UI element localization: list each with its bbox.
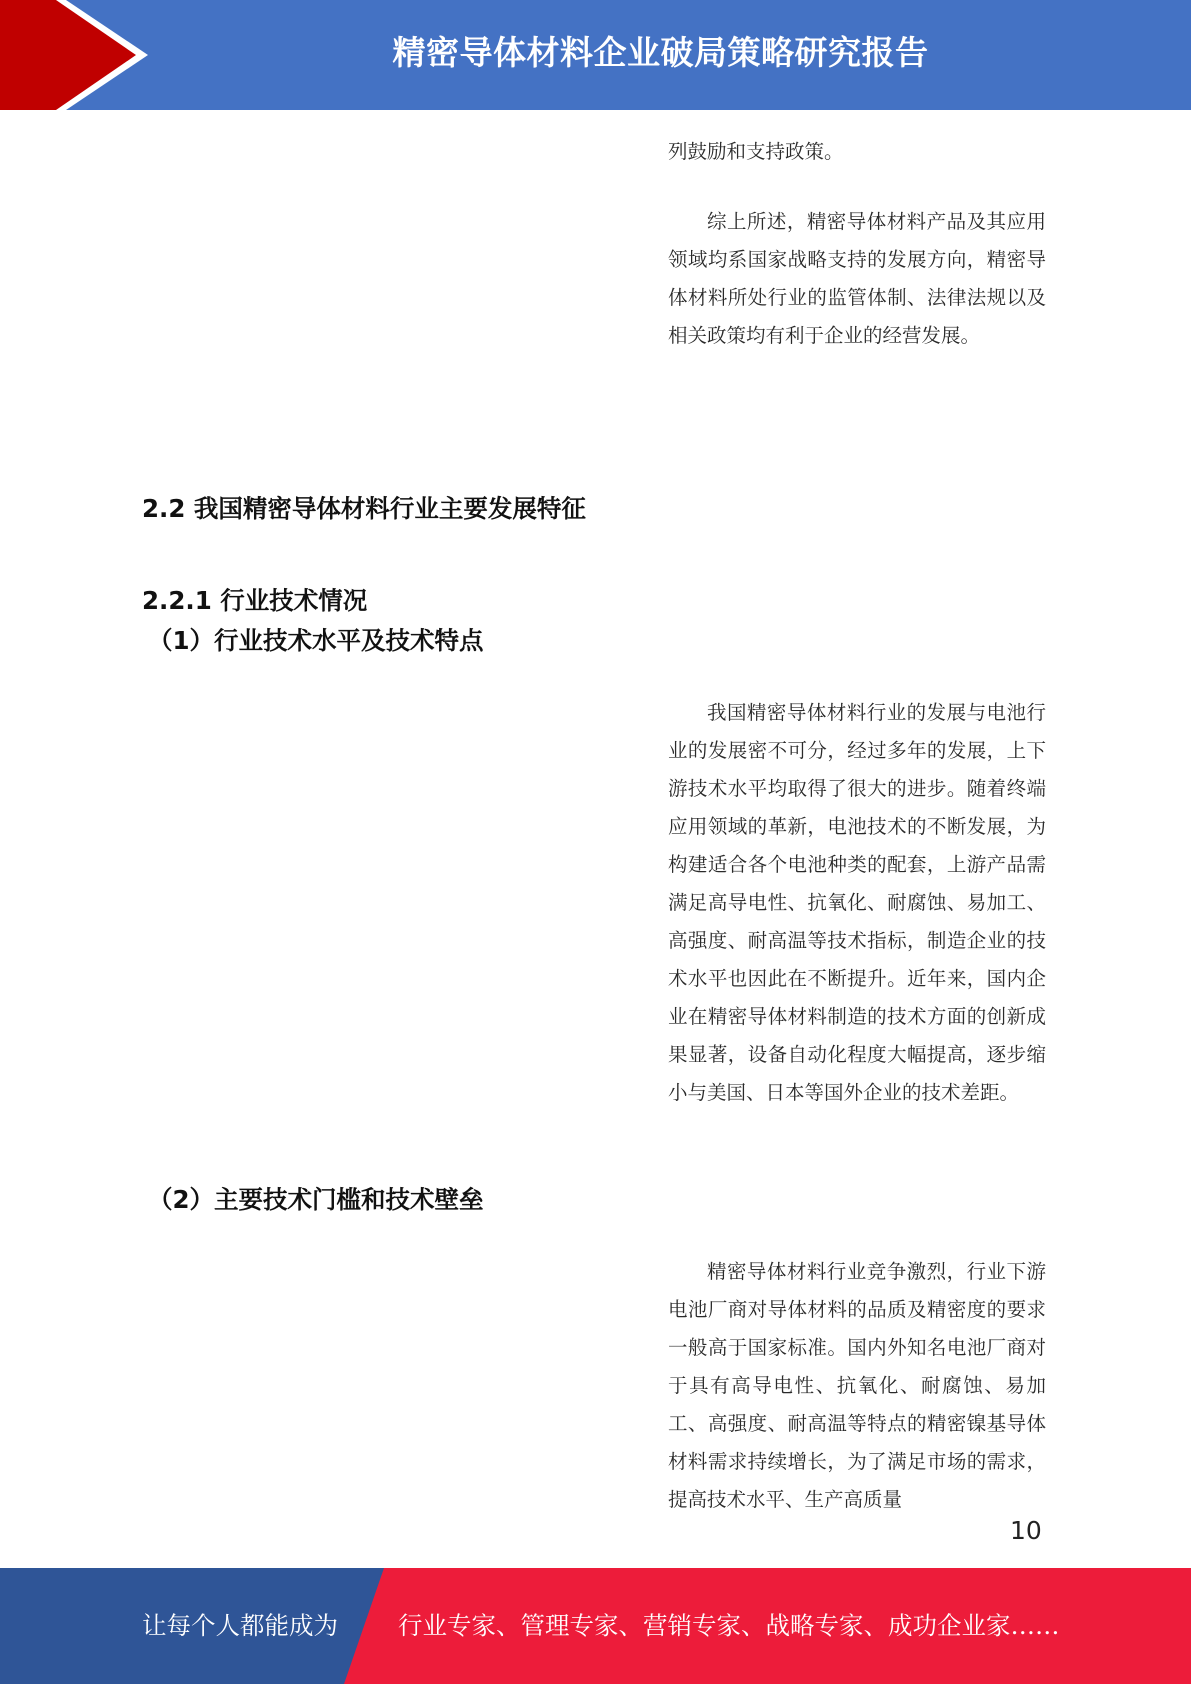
item-heading-technology-barriers: （2）主要技术门槛和技术壁垒 — [148, 1185, 484, 1214]
subsection-heading: 2.2.1 行业技术情况 — [142, 586, 368, 615]
page-number: 10 — [1010, 1516, 1042, 1545]
footer-slogan-left: 让每个人都能成为 — [142, 1611, 338, 1640]
item-heading-technology-level: （1）行业技术水平及技术特点 — [148, 626, 484, 655]
footer-slogan-right: 行业专家、管理专家、营销专家、战略专家、成功企业家…… — [398, 1611, 1060, 1640]
paragraph-technology-barriers: 精密导体材料行业竞争激烈，行业下游电池厂商对导体材料的品质及精密度的要求一般高于国家标准。国内外知名电池厂商对于具有高导电性、抗氧化、耐腐蚀、易加工、高强度、耐高温等特点的精密镍基导体材料需求持续增长，为了满足市场的需求，提高技术水平、生产高质量 — [668, 1260, 1046, 1511]
paragraph-summary: 综上所述，精密导体材料产品及其应用领域均系国家战略支持的发展方向，精密导体材料所处行业的监管体制、法律法规以及相关政策均有利于企业的经营发展。 — [668, 210, 1046, 347]
section-heading: 2.2 我国精密导体材料行业主要发展特征 — [142, 494, 586, 523]
header-arrow-icon — [0, 0, 160, 110]
page-header — [0, 0, 1191, 110]
page-footer — [0, 1568, 1191, 1684]
document-title: 精密导体材料企业破局策略研究报告 — [392, 33, 929, 72]
paragraph-technology-level: 我国精密导体材料行业的发展与电池行业的发展密不可分，经过多年的发展，上下游技术水平均取得了很大的进步。随着终端应用领域的革新，电池技术的不断发展，为构建适合各个电池种类的配套，上游产品需满足高导电性、抗氧化、耐腐蚀、易加工、高强度、耐高温等技术指标，制造企业的技术水平也因此在不断提升。近年来，国内企业在精密导体材料制造的技术方面的创新成果显著，设备自动化程度大幅提高，逐步缩小与美国、日本等国外企业的技术差距。 — [668, 701, 1046, 1104]
paragraph-continuation: 列鼓励和支持政策。 — [668, 140, 844, 163]
